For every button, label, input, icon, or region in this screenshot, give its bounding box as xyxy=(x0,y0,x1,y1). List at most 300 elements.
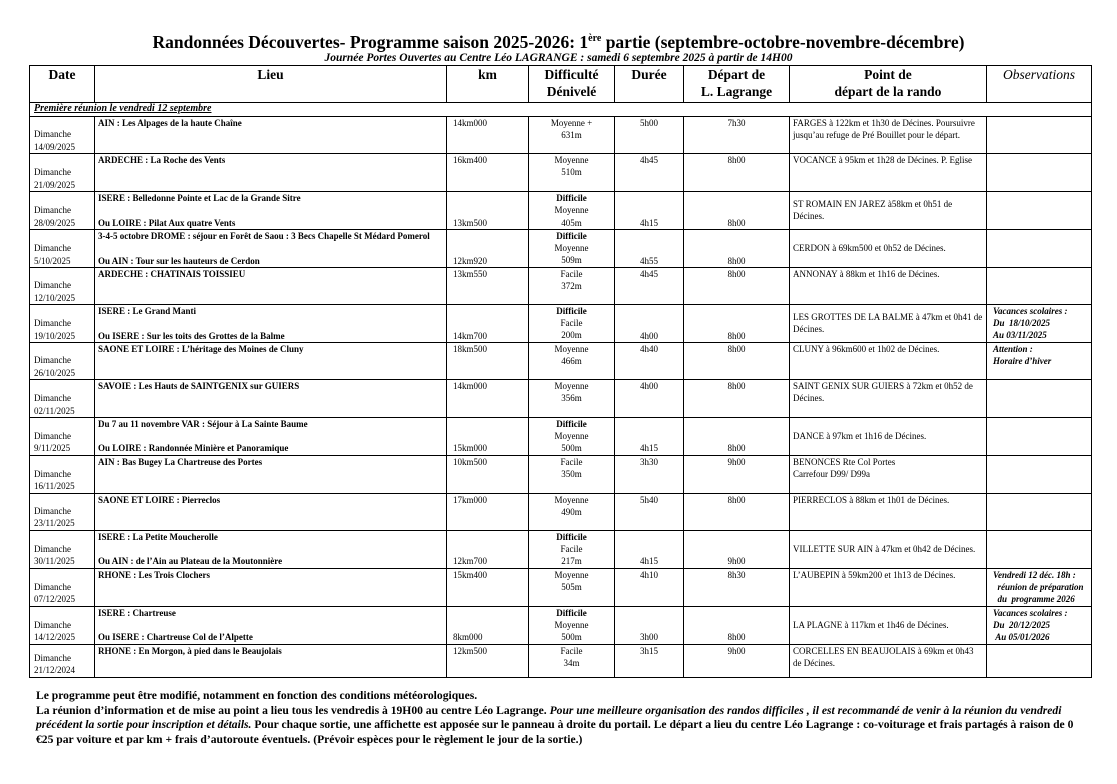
cell-lieu xyxy=(95,117,447,154)
difficulty-hard: Difficile xyxy=(556,418,587,429)
header-lieu: Lieu xyxy=(95,66,447,103)
km-value: 13km550 xyxy=(453,268,488,279)
cell-difficulte xyxy=(529,154,615,192)
table-row xyxy=(30,417,1092,455)
lieu-main: SAVOIE : Les Hauts de SAINTGENIX sur GUIERS xyxy=(98,380,300,391)
cell-difficulte xyxy=(529,417,615,455)
difficulty-hard: Difficile xyxy=(556,230,587,241)
cell-duree xyxy=(615,304,684,342)
date-value: 5/10/2025 xyxy=(34,255,71,266)
cell-observations xyxy=(987,379,1092,417)
cell-duree xyxy=(615,568,684,606)
cell-date xyxy=(30,229,95,267)
meeting-point: ANNONAY à 88km et 1h16 de Décines. xyxy=(793,268,940,279)
title-main: Randonnées Découvertes- Programme saison 2025-2026: 1 xyxy=(152,31,589,52)
meeting-point: BENONCES Rte Col Portes Carrefour D99/ D99a xyxy=(793,456,896,480)
table-row xyxy=(30,304,1092,342)
day-label: Dimanche xyxy=(34,653,71,664)
cell-date xyxy=(30,267,95,304)
cell-lieu xyxy=(95,342,447,379)
cell-duree xyxy=(615,229,684,267)
cell-observations xyxy=(987,644,1092,677)
elevation-gain: 466m xyxy=(561,356,582,367)
km-value: 16km400 xyxy=(453,155,488,165)
cell-date xyxy=(30,644,95,677)
meeting-point: CORCELLES EN BEAUJOLAIS à 69km et 0h43 de Décines. xyxy=(793,645,974,668)
header-difficulte: Difficulté Dénivelé xyxy=(529,66,615,103)
date-value: 28/09/2025 xyxy=(34,217,76,228)
cell-observations xyxy=(987,493,1092,530)
cell-depart xyxy=(684,493,790,530)
page-title xyxy=(0,28,1117,53)
cell-lieu xyxy=(95,530,447,568)
lieu-main: ISERE : Le Grand Manti xyxy=(98,305,197,316)
cell-observations xyxy=(987,568,1092,606)
cell-duree xyxy=(615,267,684,304)
departure-time: 8h00 xyxy=(727,443,746,454)
lieu-main: ARDECHE : CHATINAIS TOISSIEU xyxy=(98,268,246,279)
footer-text-a: La réunion d’information et de mise au point a lieu tous les vendredis à 19H00 au centre Léo Lagrange. xyxy=(36,703,550,717)
cell-difficulte xyxy=(529,644,615,677)
cell-lieu xyxy=(95,229,447,267)
title-rest: partie (septembre-octobre-novembre-décembre) xyxy=(601,31,965,52)
km-value: 15km000 xyxy=(453,443,488,454)
lieu-alternative: Ou AIN : Tour sur les hauteurs de Cerdon xyxy=(98,255,260,266)
observation-note: Vacances scolaires : Du 18/10/2025 Au 03/11/2025 xyxy=(993,305,1068,341)
table-row xyxy=(30,192,1092,230)
km-value: 17km000 xyxy=(453,494,488,505)
cell-km xyxy=(447,192,529,230)
duration-value: 3h30 xyxy=(640,456,658,467)
cell-lieu xyxy=(95,606,447,644)
table-row xyxy=(30,493,1092,530)
cell-difficulte xyxy=(529,530,615,568)
km-value: 14km000 xyxy=(453,380,488,391)
header-point-depart: Point de départ de la rando xyxy=(790,66,987,103)
elevation-gain: 510m xyxy=(561,167,582,178)
date-value: 14/12/2025 xyxy=(34,632,76,643)
departure-time: 8h00 xyxy=(727,632,746,643)
cell-observations xyxy=(987,342,1092,379)
cell-point-depart xyxy=(790,229,987,267)
day-label: Dimanche xyxy=(34,129,71,140)
day-label: Dimanche xyxy=(34,280,71,291)
cell-km xyxy=(447,644,529,677)
header-observations: Observations xyxy=(987,66,1092,103)
km-value: 14km700 xyxy=(453,330,488,341)
cell-km xyxy=(447,568,529,606)
cell-date xyxy=(30,568,95,606)
cell-date xyxy=(30,493,95,530)
date-value: 07/12/2025 xyxy=(34,594,76,605)
cell-observations xyxy=(987,530,1092,568)
difficulty-level: Facile xyxy=(560,268,583,279)
cell-depart xyxy=(684,267,790,304)
duration-value: 3h15 xyxy=(640,645,658,656)
difficulty-level: Facile xyxy=(560,544,583,555)
departure-time: 8h00 xyxy=(727,494,746,505)
elevation-gain: 505m xyxy=(561,582,582,593)
km-value: 12km920 xyxy=(453,255,488,266)
cell-point-depart xyxy=(790,304,987,342)
date-value: 21/09/2025 xyxy=(34,179,76,190)
cell-lieu xyxy=(95,493,447,530)
km-value: 14km000 xyxy=(453,118,488,128)
departure-time: 9h00 xyxy=(727,456,746,467)
cell-depart xyxy=(684,417,790,455)
cell-difficulte xyxy=(529,493,615,530)
km-value: 18km500 xyxy=(453,343,488,354)
cell-duree xyxy=(615,455,684,493)
cell-point-depart xyxy=(790,267,987,304)
elevation-gain: 500m xyxy=(561,443,582,454)
cell-observations xyxy=(987,417,1092,455)
lieu-main: SAONE ET LOIRE : L’héritage des Moines de Cluny xyxy=(98,343,304,354)
cell-observations xyxy=(987,267,1092,304)
duration-value: 4h15 xyxy=(640,443,658,454)
duration-value: 4h10 xyxy=(640,569,658,580)
day-label: Dimanche xyxy=(34,506,71,517)
departure-time: 8h00 xyxy=(727,330,746,341)
cell-km xyxy=(447,117,529,154)
cell-difficulte xyxy=(529,192,615,230)
footer-text-italic: Pour une meilleure organisation des randos difficiles , il est recommandé de venir à la réunion du vendredi précédent la sortie pour inscription et détails. xyxy=(36,703,1062,732)
cell-km xyxy=(447,267,529,304)
elevation-gain: 34m xyxy=(563,657,580,668)
departure-time: 8h00 xyxy=(727,380,746,391)
cell-depart xyxy=(684,379,790,417)
day-label: Dimanche xyxy=(34,205,71,216)
day-label: Dimanche xyxy=(34,318,71,329)
meeting-point: VILLETTE SUR AIN à 47km et 0h42 de Décines. xyxy=(793,544,976,555)
cell-point-depart xyxy=(790,342,987,379)
duration-value: 4h15 xyxy=(640,217,658,228)
cell-date xyxy=(30,117,95,154)
departure-time: 8h00 xyxy=(727,155,746,165)
cell-lieu xyxy=(95,417,447,455)
lieu-main: RHONE : En Morgon, à pied dans le Beaujolais xyxy=(98,645,282,656)
cell-depart xyxy=(684,455,790,493)
table-row xyxy=(30,229,1092,267)
elevation-gain: 217m xyxy=(561,556,582,567)
cell-difficulte xyxy=(529,304,615,342)
cell-point-depart xyxy=(790,606,987,644)
cell-observations xyxy=(987,154,1092,192)
footer-notes xyxy=(36,689,1086,748)
cell-km xyxy=(447,154,529,192)
cell-km xyxy=(447,379,529,417)
duration-value: 4h45 xyxy=(640,268,658,279)
km-value: 13km500 xyxy=(453,217,488,228)
cell-date xyxy=(30,379,95,417)
cell-duree xyxy=(615,644,684,677)
date-value: 14/09/2025 xyxy=(34,141,76,152)
cell-observations xyxy=(987,117,1092,154)
difficulty-level: Moyenne xyxy=(554,431,589,442)
table-row xyxy=(30,606,1092,644)
footer-line-1: Le programme peut être modifié, notamment en fonction des conditions météorologiques. xyxy=(36,689,478,702)
cell-difficulte xyxy=(529,117,615,154)
header-row xyxy=(30,66,1092,103)
duration-value: 4h55 xyxy=(640,255,658,266)
header-date: Date xyxy=(30,66,95,103)
lieu-main: AIN : Les Alpages de la haute Chaîne xyxy=(98,118,242,128)
cell-lieu xyxy=(95,644,447,677)
cell-lieu xyxy=(95,192,447,230)
date-value: 26/10/2025 xyxy=(34,367,76,378)
lieu-main: RHONE : Les Trois Clochers xyxy=(98,569,210,580)
difficulty-level: Moyenne xyxy=(554,205,589,216)
meeting-point: DANCE à 97km et 1h16 de Décines. xyxy=(793,431,927,442)
cell-lieu xyxy=(95,568,447,606)
date-value: 02/11/2025 xyxy=(34,405,75,416)
cell-depart xyxy=(684,606,790,644)
elevation-gain: 490m xyxy=(561,507,582,518)
section-row xyxy=(30,103,1092,117)
difficulty-level: Moyenne + xyxy=(550,118,593,128)
departure-time: 8h00 xyxy=(727,217,746,228)
difficulty-hard: Difficile xyxy=(556,305,587,316)
meeting-point: FARGES à 122km et 1h30 de Décines. Poursuivre jusqu’au refuge de Pré Bouillet pour le départ. xyxy=(793,118,975,141)
lieu-alternative: Ou LOIRE : Pilat Aux quatre Vents xyxy=(98,217,236,228)
cell-point-depart xyxy=(790,154,987,192)
lieu-alternative: Ou AIN : de l’Ain au Plateau de la Moutonnière xyxy=(98,556,283,567)
cell-duree xyxy=(615,493,684,530)
table-row xyxy=(30,644,1092,677)
table-row xyxy=(30,342,1092,379)
lieu-alternative: Ou ISERE : Sur les toits des Grottes de la Balme xyxy=(98,330,285,341)
day-label: Dimanche xyxy=(34,393,71,404)
cell-depart xyxy=(684,117,790,154)
table-row xyxy=(30,154,1092,192)
cell-difficulte xyxy=(529,379,615,417)
duration-value: 3h00 xyxy=(640,632,658,643)
observation-note: Vendredi 12 déc. 18h : réunion de préparation du programme 2026 xyxy=(993,569,1084,605)
cell-date xyxy=(30,304,95,342)
elevation-gain: 372m xyxy=(561,281,582,292)
km-value: 12km500 xyxy=(453,645,488,656)
day-label: Dimanche xyxy=(34,469,71,480)
cell-depart xyxy=(684,304,790,342)
cell-observations xyxy=(987,606,1092,644)
cell-duree xyxy=(615,154,684,192)
duration-value: 4h00 xyxy=(640,330,658,341)
cell-observations xyxy=(987,304,1092,342)
elevation-gain: 405m xyxy=(561,217,582,228)
duration-value: 4h40 xyxy=(640,343,658,354)
cell-point-depart xyxy=(790,117,987,154)
table-row xyxy=(30,568,1092,606)
cell-km xyxy=(447,530,529,568)
day-label: Dimanche xyxy=(34,582,71,593)
program-table xyxy=(29,65,1092,678)
cell-difficulte xyxy=(529,267,615,304)
cell-date xyxy=(30,455,95,493)
difficulty-level: Moyenne xyxy=(554,619,589,630)
elevation-gain: 200m xyxy=(561,330,582,341)
day-label: Dimanche xyxy=(34,544,71,555)
cell-depart xyxy=(684,568,790,606)
meeting-point: LES GROTTES DE LA BALME à 47km et 0h41 de Décines. xyxy=(793,312,983,335)
date-value: 30/11/2025 xyxy=(34,556,75,567)
cell-point-depart xyxy=(790,644,987,677)
duration-value: 4h00 xyxy=(640,380,658,391)
difficulty-level: Moyenne xyxy=(554,569,589,580)
cell-depart xyxy=(684,192,790,230)
cell-km xyxy=(447,606,529,644)
cell-point-depart xyxy=(790,192,987,230)
departure-time: 8h00 xyxy=(727,343,746,354)
cell-depart xyxy=(684,644,790,677)
header-depart: Départ de L. Lagrange xyxy=(684,66,790,103)
cell-duree xyxy=(615,530,684,568)
cell-difficulte xyxy=(529,229,615,267)
lieu-alternative: Ou LOIRE : Randonnée Minière et Panoramique xyxy=(98,443,289,454)
cell-point-depart xyxy=(790,493,987,530)
difficulty-hard: Difficile xyxy=(556,193,587,203)
cell-lieu xyxy=(95,379,447,417)
footer-text-c: Pour chaque sortie, une affichette est apposée sur le panneau à droite du portail. Le départ a lieu du centre Léo Lagrange : co-voiturage et frais partagés à raison de 0 €25 par voiture et par km + frais d’autoroute éventuels. (Prévoir espèces pour le règlement le jour de la sortie.) xyxy=(36,718,1074,747)
cell-depart xyxy=(684,342,790,379)
cell-lieu xyxy=(95,154,447,192)
lieu-main: SAONE ET LOIRE : Pierreclos xyxy=(98,494,221,505)
cell-date xyxy=(30,154,95,192)
departure-time: 7h30 xyxy=(727,118,746,128)
cell-lieu xyxy=(95,455,447,493)
date-value: 12/10/2025 xyxy=(34,292,76,303)
cell-duree xyxy=(615,117,684,154)
cell-observations xyxy=(987,192,1092,230)
cell-km xyxy=(447,455,529,493)
cell-date xyxy=(30,606,95,644)
cell-observations xyxy=(987,455,1092,493)
table-row xyxy=(30,530,1092,568)
meeting-point: CLUNY à 96km600 et 1h02 de Décines. xyxy=(793,343,940,354)
km-value: 8km000 xyxy=(453,632,483,643)
lieu-main: ISERE : Chartreuse xyxy=(98,607,176,618)
difficulty-level: Moyenne xyxy=(554,343,589,354)
cell-point-depart xyxy=(790,417,987,455)
elevation-gain: 500m xyxy=(561,632,582,643)
lieu-main: 3-4-5 octobre DROME : séjour en Forêt de Saou : 3 Becs Chapelle St Médard Pomerol xyxy=(98,230,430,241)
km-value: 10km500 xyxy=(453,456,488,467)
elevation-gain: 509m xyxy=(561,255,582,266)
day-label: Dimanche xyxy=(34,431,71,442)
lieu-main: ARDECHE : La Roche des Vents xyxy=(98,155,226,165)
difficulty-hard: Difficile xyxy=(556,531,587,542)
cell-difficulte xyxy=(529,568,615,606)
cell-difficulte xyxy=(529,455,615,493)
date-value: 21/12/2024 xyxy=(34,665,76,676)
day-label: Dimanche xyxy=(34,167,71,178)
cell-lieu xyxy=(95,304,447,342)
departure-time: 8h30 xyxy=(727,569,746,580)
cell-difficulte xyxy=(529,342,615,379)
cell-duree xyxy=(615,192,684,230)
meeting-point: CERDON à 69km500 et 0h52 de Décines. xyxy=(793,243,946,254)
header-duree: Durée xyxy=(615,66,684,103)
meeting-point: VOCANCE à 95km et 1h28 de Décines. P. Eglise xyxy=(793,155,972,165)
lieu-main: AIN : Bas Bugey La Chartreuse des Portes xyxy=(98,456,263,467)
cell-duree xyxy=(615,417,684,455)
table-row xyxy=(30,455,1092,493)
meeting-point: LA PLAGNE à 117km et 1h46 de Décines. xyxy=(793,620,949,631)
difficulty-level: Moyenne xyxy=(554,380,589,391)
departure-time: 9h00 xyxy=(727,556,746,567)
km-value: 15km400 xyxy=(453,569,488,580)
date-value: 16/11/2025 xyxy=(34,481,75,492)
table-row xyxy=(30,267,1092,304)
departure-time: 9h00 xyxy=(727,645,746,656)
duration-value: 4h45 xyxy=(640,155,658,165)
duration-value: 5h40 xyxy=(640,494,658,505)
difficulty-level: Moyenne xyxy=(554,155,589,165)
cell-depart xyxy=(684,229,790,267)
header-km: km xyxy=(447,66,529,103)
cell-date xyxy=(30,417,95,455)
difficulty-level: Moyenne xyxy=(554,494,589,505)
elevation-gain: 356m xyxy=(561,393,582,404)
cell-date xyxy=(30,342,95,379)
day-label: Dimanche xyxy=(34,620,71,631)
difficulty-hard: Difficile xyxy=(556,607,587,618)
elevation-gain: 350m xyxy=(561,469,582,480)
cell-duree xyxy=(615,606,684,644)
cell-km xyxy=(447,304,529,342)
cell-date xyxy=(30,192,95,230)
difficulty-level: Facile xyxy=(560,456,583,467)
cell-km xyxy=(447,493,529,530)
cell-point-depart xyxy=(790,379,987,417)
cell-km xyxy=(447,229,529,267)
title-superscript: ère xyxy=(588,33,602,44)
observation-note: Attention : Horaire d’hiver xyxy=(993,343,1052,367)
section-title: Première réunion le vendredi 12 septembre xyxy=(30,103,1092,117)
meeting-point: ST ROMAIN EN JAREZ à58km et 0h51 de Décines. xyxy=(793,199,953,222)
cell-depart xyxy=(684,530,790,568)
lieu-main: ISERE : La Petite Moucherolle xyxy=(98,531,218,542)
duration-value: 5h00 xyxy=(640,118,658,128)
cell-point-depart xyxy=(790,568,987,606)
cell-km xyxy=(447,417,529,455)
cell-lieu xyxy=(95,267,447,304)
meeting-point: PIERRECLOS à 88km et 1h01 de Décines. xyxy=(793,494,950,505)
meeting-point: L’AUBEPIN à 59km200 et 1h13 de Décines. xyxy=(793,569,956,580)
table-row xyxy=(30,379,1092,417)
departure-time: 8h00 xyxy=(727,255,746,266)
date-value: 23/11/2025 xyxy=(34,518,75,529)
duration-value: 4h15 xyxy=(640,556,658,567)
difficulty-level: Moyenne xyxy=(554,243,589,254)
day-label: Dimanche xyxy=(34,355,71,366)
km-value: 12km700 xyxy=(453,556,488,567)
date-value: 9/11/2025 xyxy=(34,443,71,454)
lieu-main: ISERE : Belledonne Pointe et Lac de la Grande Sitre xyxy=(98,193,301,203)
cell-duree xyxy=(615,379,684,417)
cell-km xyxy=(447,342,529,379)
observation-note: Vacances scolaires : Du 20/12/2025 Au 05/01/2026 xyxy=(993,607,1068,643)
day-label: Dimanche xyxy=(34,243,71,254)
cell-difficulte xyxy=(529,606,615,644)
lieu-main: Du 7 au 11 novembre VAR : Séjour à La Sainte Baume xyxy=(98,418,308,429)
footer-paragraph xyxy=(36,704,1086,748)
table-row xyxy=(30,117,1092,154)
meeting-point: SAINT GENIX SUR GUIERS à 72km et 0h52 de Décines. xyxy=(793,380,973,404)
cell-date xyxy=(30,530,95,568)
date-value: 19/10/2025 xyxy=(34,330,76,341)
difficulty-level: Facile xyxy=(560,318,583,329)
difficulty-level: Facile xyxy=(560,645,583,656)
